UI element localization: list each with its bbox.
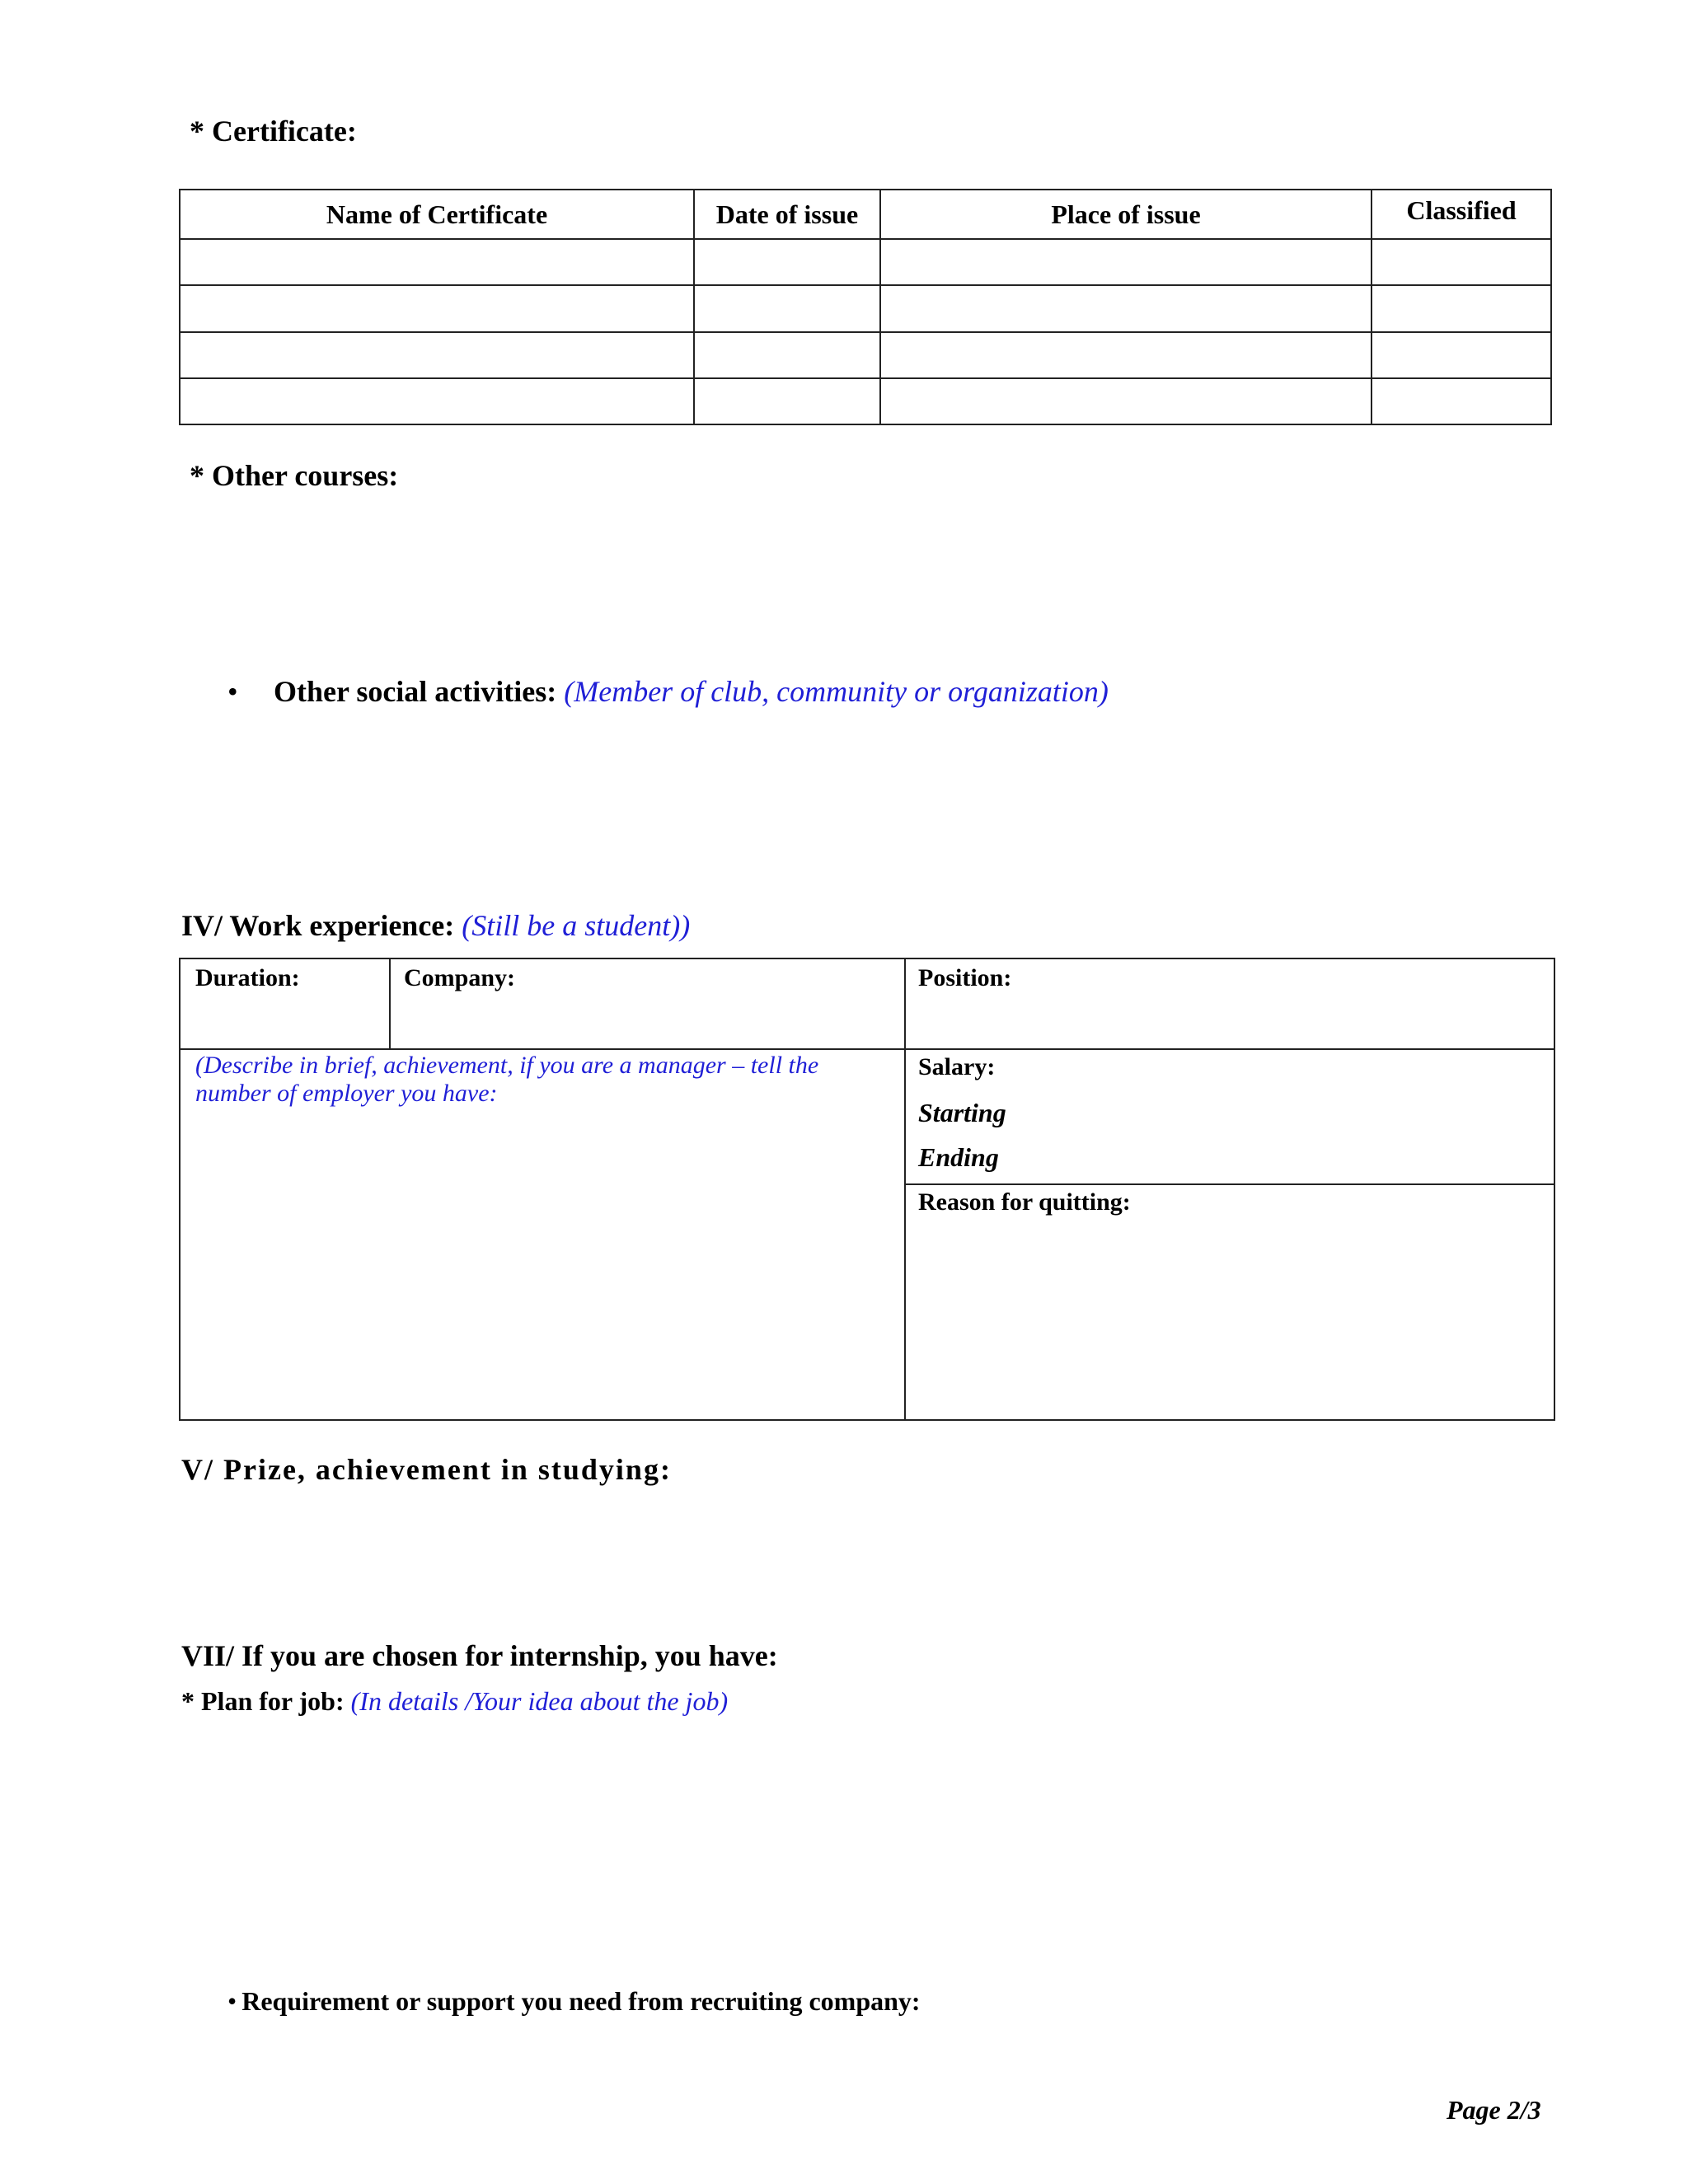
- table-cell[interactable]: [880, 239, 1372, 285]
- position-label: Position:: [918, 964, 1012, 991]
- work-experience-heading-line: [181, 908, 690, 943]
- column-header-name: Name of Certificate: [180, 190, 694, 239]
- table-cell[interactable]: [880, 378, 1372, 424]
- work-experience-heading: IV/ Work experience:: [181, 909, 455, 942]
- internship-heading: VII/ If you are chosen for internship, you have:: [181, 1639, 778, 1672]
- certificate-heading: * Certificate:: [190, 115, 357, 148]
- salary-ending-label: Ending: [918, 1142, 999, 1172]
- requirement-label: Requirement or support you need from recruiting company:: [241, 1986, 921, 2016]
- duration-label: Duration:: [195, 964, 300, 991]
- table-row: [180, 332, 1551, 378]
- table-row: [180, 378, 1551, 424]
- table-cell[interactable]: [180, 285, 694, 331]
- social-activities-hint: (Member of club, community or organization): [564, 675, 1109, 708]
- bullet-icon: •: [227, 1986, 237, 2016]
- other-courses-heading: * Other courses:: [190, 459, 399, 492]
- work-experience-box: [179, 958, 1555, 1421]
- table-cell[interactable]: [180, 239, 694, 285]
- salary-label: Salary:: [918, 1053, 996, 1080]
- prize-heading: V/ Prize, achievement in studying:: [181, 1453, 672, 1486]
- table-cell[interactable]: [694, 239, 880, 285]
- table-cell[interactable]: [180, 378, 694, 424]
- divider: [904, 1183, 1555, 1185]
- table-row: [180, 239, 1551, 285]
- table-cell[interactable]: [180, 332, 694, 378]
- table-cell[interactable]: [880, 285, 1372, 331]
- table-cell[interactable]: [1372, 285, 1551, 331]
- divider: [389, 959, 391, 1050]
- social-activities-line: [227, 674, 1109, 709]
- plan-for-job-label: * Plan for job:: [181, 1686, 345, 1716]
- column-header-classified: Classified: [1372, 190, 1551, 239]
- certificate-table: [179, 189, 1552, 425]
- describe-line: number of employer you have:: [195, 1080, 498, 1107]
- table-cell[interactable]: [694, 378, 880, 424]
- bullet-icon: •: [227, 675, 238, 708]
- page-number: Page 2/3: [1447, 2095, 1541, 2125]
- reason-for-quitting-label: Reason for quitting:: [918, 1188, 1131, 1216]
- column-header-place: Place of issue: [880, 190, 1372, 239]
- table-cell[interactable]: [1372, 332, 1551, 378]
- divider: [181, 1048, 1555, 1050]
- table-cell[interactable]: [1372, 239, 1551, 285]
- table-cell[interactable]: [1372, 378, 1551, 424]
- table-cell[interactable]: [694, 285, 880, 331]
- salary-starting-label: Starting: [918, 1098, 1006, 1127]
- plan-for-job-line: [181, 1686, 728, 1717]
- divider: [904, 959, 906, 1421]
- company-label: Company:: [404, 964, 516, 991]
- plan-for-job-hint: (In details /Your idea about the job): [350, 1686, 729, 1716]
- work-experience-hint: (Still be a student)): [462, 909, 691, 942]
- column-header-date: Date of issue: [694, 190, 880, 239]
- requirement-line: [227, 1986, 921, 2017]
- table-cell[interactable]: [880, 332, 1372, 378]
- social-activities-label: Other social activities:: [274, 675, 557, 708]
- describe-instructions: [195, 1052, 818, 1108]
- table-row: [180, 285, 1551, 331]
- certificate-header-row: [180, 190, 1551, 239]
- describe-line: (Describe in brief, achievement, if you are a manager – tell the: [195, 1052, 819, 1079]
- table-cell[interactable]: [694, 332, 880, 378]
